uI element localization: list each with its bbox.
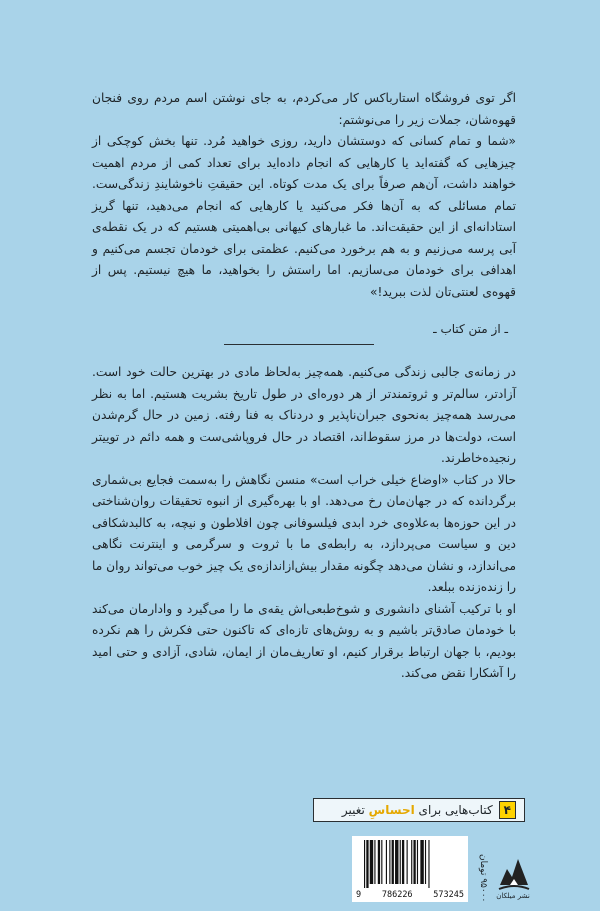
barcode-bar — [366, 840, 368, 888]
series-label — [313, 798, 525, 822]
barcode-bar — [413, 840, 415, 884]
barcode-bar — [420, 840, 423, 884]
barcode-bar — [381, 840, 382, 884]
series-prefix: کتاب‌هایی برای — [418, 803, 493, 817]
price-label: ۹۵۰۰۰ تومان — [478, 853, 488, 902]
summary-paragraph-2: حالا در کتاب «اوضاع خیلی خراب است» منسن نگاهش را به‌سمت فجایع بی‌شماری برگردانده که در جهان‌مان رخ می‌دهد. او با بهره‌گیری از انبوه تحقیقات روان‌شناختی در این حوزه‌ها به‌علاوه‌ی خرد ابدی فیلسوفانی چون افلاطون و نیچه، به کالبدشکافی دین و سیاست می‌پردازد، به رابطه‌ی ما با ثروت و سرگرمی و اینترنت نگاهی می‌اندازد، و نشان می‌دهد چگونه مقدار بیش‌ازاندازه‌ی یک چیز خوب می‌تواند روان ما را زنده‌زنده ببلعد. — [92, 472, 516, 594]
publisher-logo-icon — [497, 845, 531, 899]
barcode-bar — [428, 840, 429, 888]
barcode-bar — [417, 840, 418, 884]
barcode-digit-group: 573245 — [433, 890, 464, 900]
barcode-bar — [386, 840, 387, 884]
barcode-bar — [374, 840, 375, 884]
barcode-bar — [378, 840, 380, 884]
barcode-bar — [402, 840, 404, 884]
series-highlight: احساسِ — [368, 803, 415, 817]
book-excerpt — [92, 88, 516, 303]
barcode-bars — [362, 840, 458, 888]
excerpt-quote: «شما و تمام کسانی که دوستشان دارید، روزی خواهید مُرد. تنها بخش کوچکی از چیزهایی که گفته‌اید یا کارهایی که انجام داده‌اید برای تعداد کمی از مردم اهمیت خواهند داشت، آن‌هم صرفاً برای یک مدت کوتاه. این حقیقتِ ناخوشایندِ زندگی‌ست. تمام مسائلی که به آن‌ها فکر می‌کنید یا کارهایی که انجام می‌دهید، تنها گریز استادانه‌ای از این حقیقت‌اند. ما غبارهای کیهانی بی‌اهمیتی هستیم که در یک نقطه‌ی آبی پرسه می‌زنیم و به هم برخورد می‌کنیم. عظمتی برای خودمان تجسم می‌کنیم و اهدافی برای خودمان می‌سازیم. اما راستش را بخواهید، ما هیچ نیستیم. پس از قهوه‌ی لعنتی‌تان لذت ببرید!» — [92, 134, 516, 299]
book-summary — [92, 362, 516, 685]
series-suffix: تغییر — [341, 803, 365, 817]
excerpt-attribution: ـ از متن کتاب ـ — [433, 322, 508, 336]
series-number: ۴ — [499, 801, 516, 819]
barcode-bar — [370, 840, 373, 884]
barcode-digits — [356, 890, 464, 900]
summary-paragraph-1: در زمانه‌ی جالبی زندگی می‌کنیم. همه‌چیز به‌لحاظ مادی در بهترین حالت خود است. آزادتر، سالم‌تر و ثروتمندتر از هر دوره‌ای در طول تاریخ بشریت هستیم. اما به نظر می‌رسد همه‌چیز به‌نحوی جبران‌ناپذیر و دردناک به فنا رفته. زمین در حال گرم‌شدن است، دولت‌ها در مرز سقوط‌اند، اقتصاد در حال فروپاشی‌ست و همه دائم در توییتر رنجیده‌خاطرند. — [92, 365, 516, 465]
barcode-bar — [395, 840, 398, 884]
summary-paragraph-3: او با ترکیب آشنای دانشوری و شوخ‌طبعی‌اش یقه‌ی ما را می‌گیرد و وادارمان می‌کند با خودمان صادق‌تر باشیم و به روش‌های تازه‌ای که تاکنون حتی فکرش را هم نکرده بودیم، با جهان ارتباط برقرار کنیم، او تعاریف‌مان از ایمان، شادی، آزادی و حتی امید را آشکارا نقض می‌کند. — [92, 601, 516, 680]
excerpt-intro: اگر توی فروشگاه استارباکس کار می‌کردم، به جای نوشتن اسم مردم روی فنجان قهوه‌شان، جملات زیر را می‌نوشتم: — [92, 91, 516, 127]
section-divider — [224, 344, 374, 345]
barcode-bar — [389, 840, 390, 884]
barcode-bar — [411, 840, 412, 884]
barcode-digit-group: 9 — [356, 890, 362, 900]
publisher-name: نشر میلکان — [496, 892, 530, 900]
barcode-bar — [400, 840, 401, 884]
barcode-bar — [392, 840, 394, 884]
barcode-bar — [425, 840, 426, 884]
barcode-bar — [364, 840, 365, 888]
barcode-bar — [407, 840, 408, 884]
barcode-digit-group: 786226 — [381, 890, 413, 900]
isbn-barcode — [352, 836, 468, 902]
